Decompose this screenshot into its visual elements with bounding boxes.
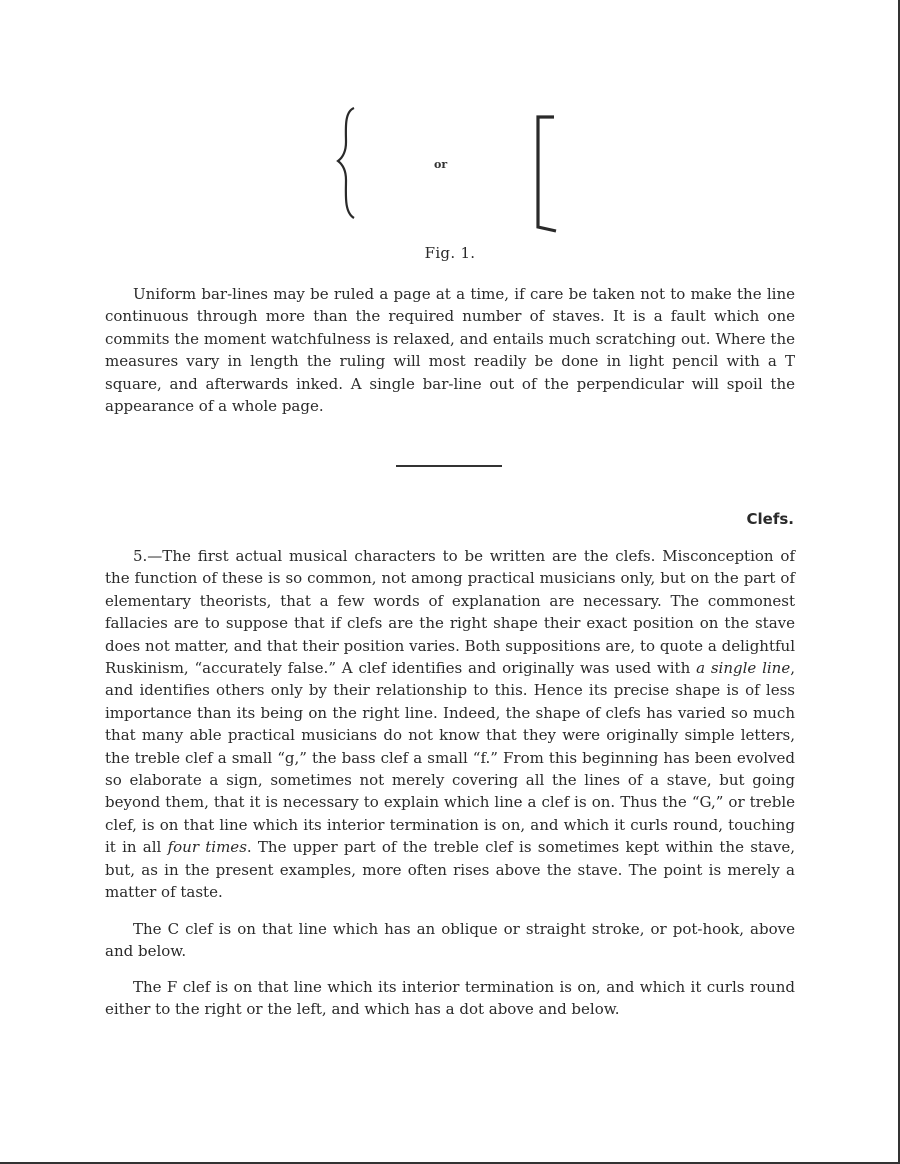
clefs-text-part-3: . The upper part of the treble clef is sometimes kept within the stave, but, as in the present examples, more often rises above the stave. The point is merely a matter of taste. [105,838,795,902]
figure-or-label: or [434,158,448,171]
clefs-emphasis-four-times: four times [167,838,247,857]
clefs-text-part-1: 5.—The first actual musical characters to be written are the clefs. Misconception of the function of these is so common, not among practical musicians only, but on the part of elementary theorists, that a few words of explanation are necessary. The commonest fallacies are to suppose that if clefs are the right shape their exact position on the stave does not matter, and that their position varies. Both suppositions are, to quote a delightful Ruskinism, “accurately false.” A clef identifies and originally was used with [105,547,795,678]
clefs-emphasis-single-line: a single line [696,659,791,678]
figure-caption: Fig. 1. [424,244,476,262]
section-divider [396,465,502,467]
square-bracket-shape [538,117,556,231]
paragraph-f-clef: The F clef is on that line which its interior termination is on, and which it curls round either to the right or the left, and which has a dot above and below. [105,978,795,1019]
curly-brace-shape [338,108,354,218]
figure-brace-or-bracket [330,100,570,240]
paragraph-bar-lines: Uniform bar-lines may be ruled a page at a time, if care be taken not to make the line continuous through more than the required number of staves. It is a fault which one commits the moment watchfulness is relaxed, and entails much scratching out. Where the measures vary in length the ruling will most readily be done in light pencil with a T square, and afterwards inked. A single bar-line out of the perpendicular will spoil the appearance of a whole page. [105,285,795,416]
paragraph-c-clef: The C clef is on that line which has an oblique or straight stroke, or pot-hook, above and below. [105,920,795,961]
brace-bracket-illustration [330,100,570,240]
section-heading-clefs: Clefs. [746,510,794,528]
clefs-text-part-2: , and identifies others only by their relationship to this. Hence its precise shape is of less importance than its being on the right line. Indeed, the shape of clefs has varied so much that many able practical musicians do not know that they were originally simple letters, the treble clef a small “g,” the bass clef a small “f.” From this beginning has been evolved so elaborate a sign, sometimes not merely covering all the lines of a stave, but going beyond them, that it is necessary to explain which line a clef is on. Thus the “G,” or treble clef, is on that line which its interior termination is on, and which it curls round, touching it in all [105,659,796,857]
paragraph-clefs-intro [105,545,795,904]
